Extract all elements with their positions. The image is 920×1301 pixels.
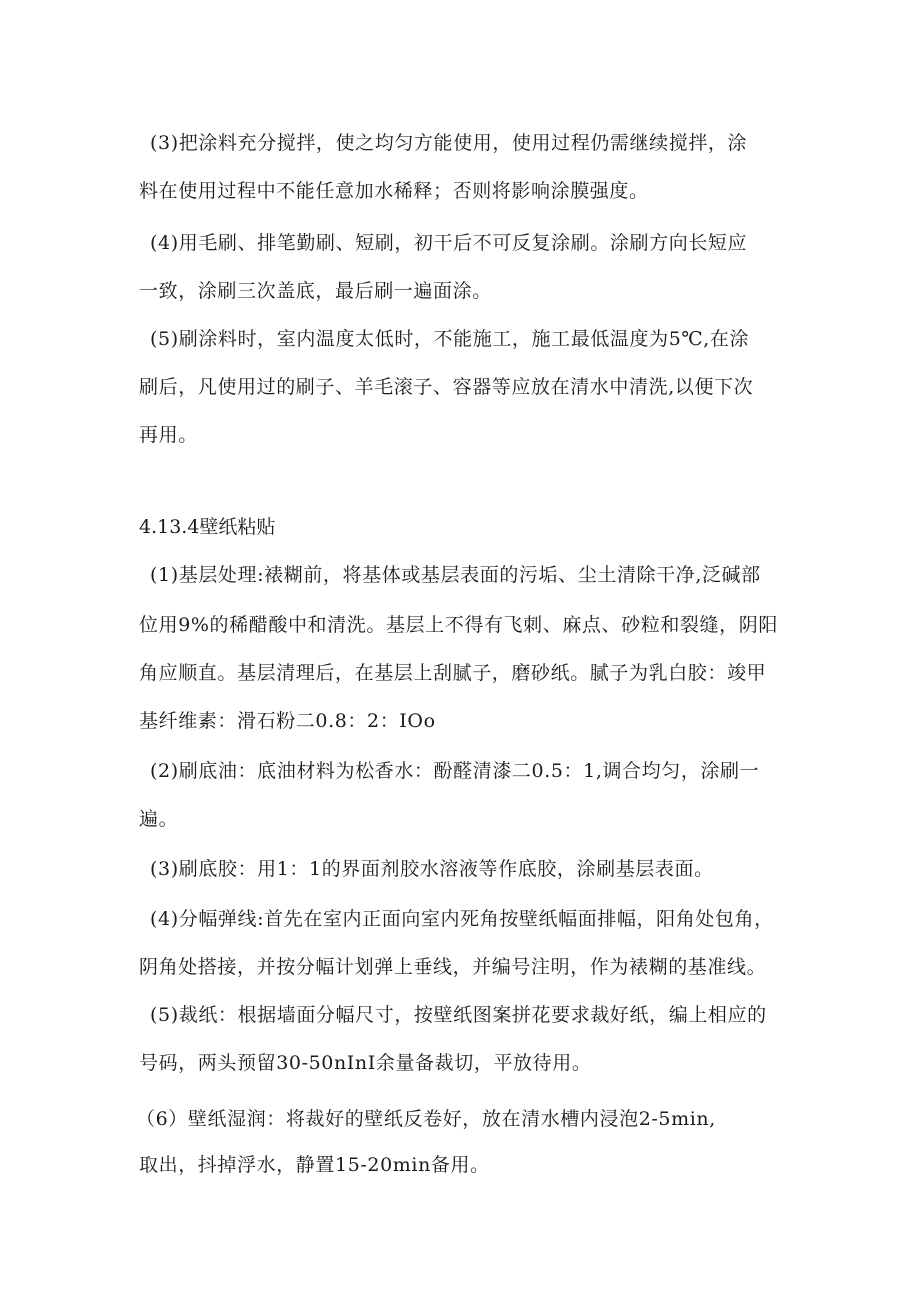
- paragraph-5-line-2: 刷后，凡使用过的刷子、羊毛滚子、容器等应放在清水中清洗,以便下次: [139, 376, 754, 398]
- wallpaper-p1-line-3: 角应顺直。基层清理后，在基层上刮腻子，磨砂纸。腻子为乳白胶：竣甲: [139, 662, 767, 684]
- wallpaper-p4-line-1: (4)分幅弹线:首先在室内正面向室内死角按壁纸幅面排幅，阳角处包角，: [150, 908, 774, 930]
- paragraph-3-line-1: (3)把涂料充分搅拌，使之均匀方能使用，使用过程仍需继续搅拌，涂: [150, 132, 748, 154]
- paragraph-4-line-2: 一致，涂刷三次盖底，最后刷一遍面涂。: [139, 280, 492, 302]
- wallpaper-p6-line-2: 取出，抖掉浮水，静置15-20min备用。: [139, 1154, 490, 1176]
- wallpaper-p5-line-2: 号码，两头预留30-50nInI余量备裁切，平放待用。: [139, 1052, 592, 1074]
- paragraph-5-line-3: 再用。: [139, 424, 198, 446]
- wallpaper-p5-line-1: (5)裁纸：根据墙面分幅尺寸，按壁纸图案拼花要求裁好纸，编上相应的: [150, 1004, 767, 1026]
- paragraph-5-line-1: (5)刷涂料时，室内温度太低时，不能施工，施工最低温度为5℃,在涂: [150, 328, 750, 350]
- wallpaper-p2-line-1: (2)刷底油：底油材料为松香水：酚醛清漆二0.5：1,调合均匀，涂刷一: [150, 760, 760, 782]
- wallpaper-p4-line-2: 阴角处搭接，并按分幅计划弹上垂线，并编号注明，作为裱糊的基准线。: [139, 956, 767, 978]
- section-heading: 4.13.4壁纸粘贴: [139, 516, 276, 538]
- wallpaper-p6-line-1: （6）壁纸湿润：将裁好的壁纸反卷好，放在清水槽内浸泡2-5min,: [136, 1108, 716, 1130]
- wallpaper-p1-line-1: (1)基层处理:裱糊前，将基体或基层表面的污垢、尘土清除干净,泛碱部: [150, 564, 761, 586]
- wallpaper-p1-line-2: 位用9%的稀醋酸中和清洗。基层上不得有飞刺、麻点、砂粒和裂缝，阴阳: [139, 614, 778, 636]
- wallpaper-p2-line-2: 遍。: [139, 808, 179, 830]
- paragraph-3-line-2: 料在使用过程中不能任意加水稀释；否则将影响涂膜强度。: [139, 180, 649, 202]
- wallpaper-p1-line-4: 基纤维素：滑石粉二0.8：2：IOo: [139, 710, 436, 732]
- paragraph-4-line-1: (4)用毛刷、排笔勤刷、短刷，初干后不可反复涂刷。涂刷方向长短应: [150, 232, 748, 254]
- wallpaper-p3-line-1: (3)刷底胶：用1：1的界面剂胶水溶液等作底胶，涂刷基层表面。: [150, 858, 714, 880]
